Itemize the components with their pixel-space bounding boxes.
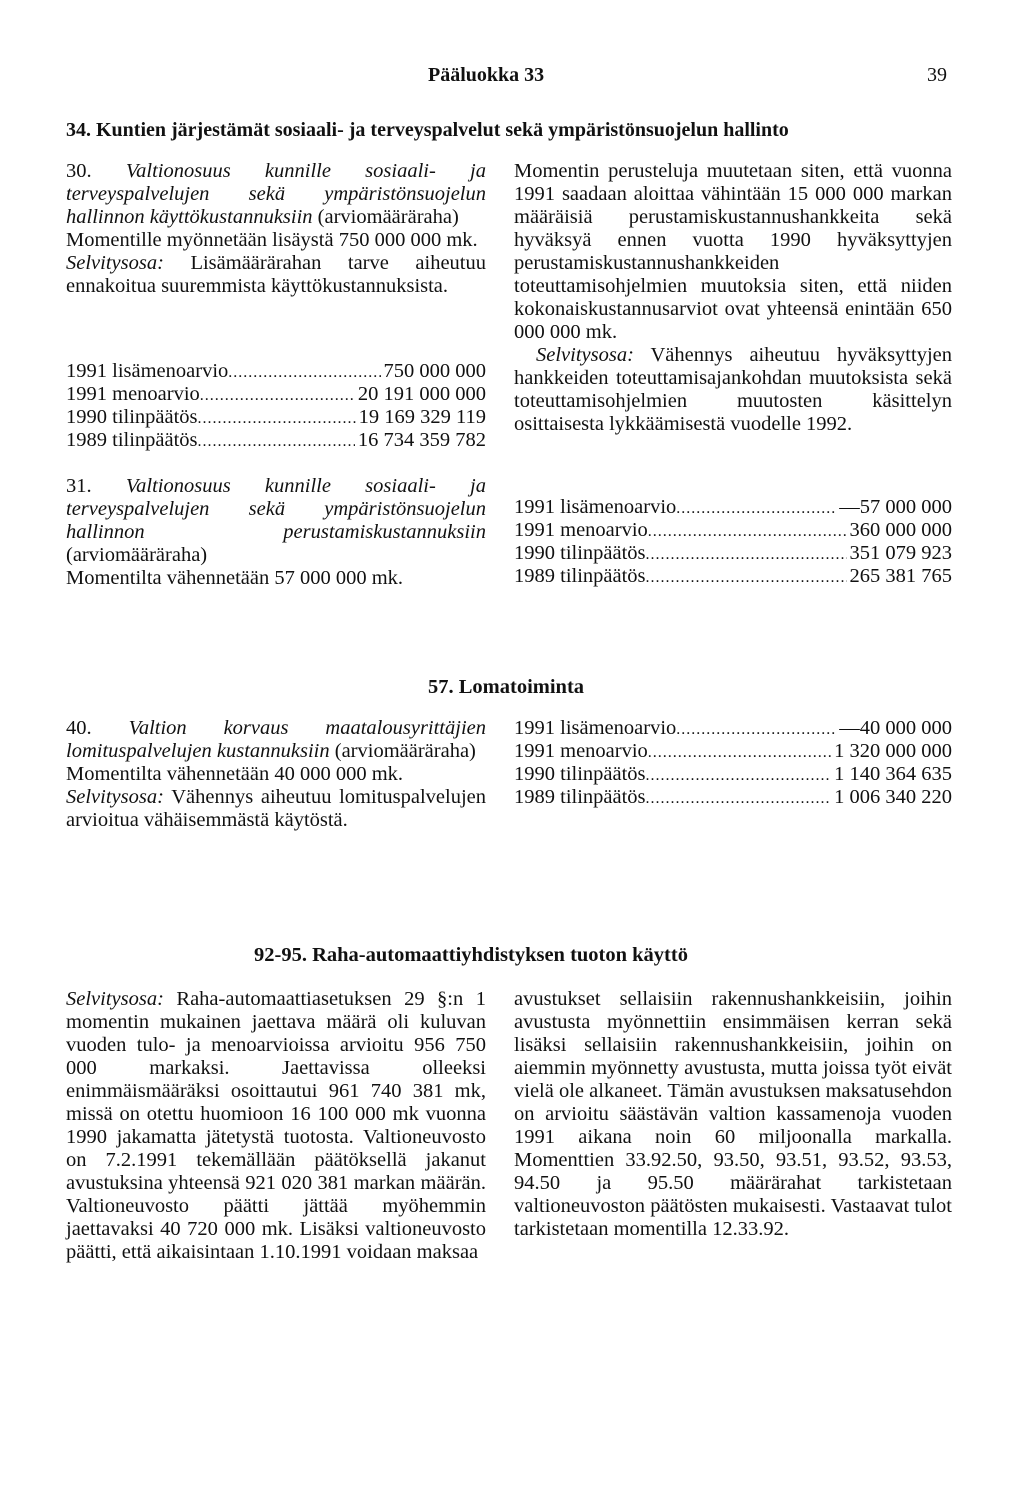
leader-dots: [646, 566, 847, 589]
leader-dots: [200, 384, 355, 407]
item-30-selvitys: [66, 252, 486, 298]
figure-row: [514, 542, 952, 565]
item-30-title-italic: Valtionosuus kunnille sosiaali- ja terveyspalvelujen sekä ympäristönsuojelun hallinnon käyttökustannuksiin: [66, 160, 486, 228]
item-31: [66, 475, 486, 590]
item-40-title: [66, 717, 486, 763]
section-92-95-right-text: avustukset sellaisiin rakennushankkeisiin, joihin avustusta myönnettiin ensimmäisen kerran sekä lisäksi sellaisiin rakennushankkeisiin, joihin on aiemmin myönnetty avustusta, mutta joissa työt eivät vielä ole alkaneet. Tämän avustuksen maksatusehdon on arvioitu säästävän valtion kassamenoja vuoden 1991 aikana noin 60 miljoonalla markalla. Momenttien 33.92.50, 93.50, 93.51, 93.52, 93.53, 94.50 ja 95.50 määrärahat tarkistetaan valtioneuvoston päätösten mukaisesti. Vastaavat tulot tarkistetaan momentilla 12.33.92.: [514, 988, 952, 1240]
figure-row: [514, 519, 952, 542]
item-40-title-italic: Valtion korvaus maatalousyrittäjien lomituspalvelujen kustannuksiin: [66, 717, 486, 762]
figure-label: 1991 menoarvio: [66, 383, 200, 405]
item-30-selvitys-label: Selvitysosa:: [66, 252, 164, 274]
leader-dots: [676, 718, 836, 741]
leader-dots: [676, 497, 836, 520]
section-92-95-right-column: [514, 988, 952, 1241]
leader-dots: [648, 520, 847, 543]
figure-label: 1989 tilinpäätös: [514, 786, 646, 808]
section-92-95-selvitys: [66, 988, 486, 1264]
figure-label: 1990 tilinpäätös: [66, 406, 198, 428]
item-30-selvitys-text: Lisämäärärahan tarve aiheutuu ennakoitua suuremmista käyttökustannuksista.: [66, 252, 486, 297]
item-40-selvitys-label: Selvitysosa:: [66, 786, 164, 808]
item-40-number: 40.: [66, 717, 92, 739]
figure-row: [514, 717, 952, 740]
figure-label: 1991 lisämenoarvio: [66, 360, 229, 382]
figure-amount: 265 381 765: [849, 565, 952, 587]
item-31-title-suffix: (arviomääräraha): [66, 544, 208, 566]
figure-amount: 351 079 923: [849, 542, 952, 564]
leader-dots: [198, 430, 355, 453]
item-31-selvitys: [514, 344, 952, 436]
figure-label: 1989 tilinpäätös: [66, 429, 198, 451]
figure-row: [514, 786, 952, 809]
section-34-heading: 34. Kuntien järjestämät sosiaali- ja terveyspalvelut sekä ympäristönsuojelun hallinto: [66, 119, 789, 141]
figure-amount: 19 169 329 119: [358, 406, 486, 428]
figure-amount: —57 000 000: [839, 496, 952, 518]
item-30-title: [66, 160, 486, 229]
figure-label: 1990 tilinpäätös: [514, 763, 646, 785]
figure-label: 1991 lisämenoarvio: [514, 717, 677, 739]
figure-amount: 750 000 000: [383, 360, 486, 382]
section-92-95-heading: 92-95. Raha-automaattiyhdistyksen tuoton käyttö: [254, 944, 688, 966]
item-31-title-italic: Valtionosuus kunnille sosiaali- ja terveyspalvelujen sekä ympäristönsuojelun hallinnon perustamiskustannuksiin: [66, 475, 486, 543]
item-31-number: 31.: [66, 475, 92, 497]
figure-row: [514, 763, 952, 786]
figure-row: [66, 429, 486, 452]
figure-row: [514, 740, 952, 763]
page-number: 39: [927, 64, 947, 86]
item-40-figures: [514, 717, 952, 809]
section-92-95-selvitys-label: Selvitysosa:: [66, 988, 164, 1010]
item-40-title-suffix: (arviomääräraha): [329, 740, 476, 762]
item-30-number: 30.: [66, 160, 92, 182]
item-30-title-suffix: (arviomääräraha): [312, 206, 459, 228]
section-57-heading: 57. Lomatoiminta: [428, 676, 585, 698]
figure-row: [66, 360, 486, 383]
leader-dots: [228, 361, 380, 384]
item-40: [66, 717, 486, 832]
leader-dots: [646, 787, 832, 810]
figure-label: 1989 tilinpäätös: [514, 565, 646, 587]
figure-amount: 360 000 000: [849, 519, 952, 541]
figure-label: 1991 menoarvio: [514, 519, 648, 541]
item-31-body: Momentilta vähennetään 57 000 000 mk.: [66, 567, 404, 589]
leader-dots: [646, 543, 847, 566]
leader-dots: [198, 407, 356, 430]
figure-amount: —40 000 000: [839, 717, 952, 739]
item-31-perustelu: Momentin perusteluja muutetaan siten, että vuonna 1991 saadaan aloittaa vähintään 15 000 000 markan määräisiä perustamiskustannushankkeita sekä hyväksyä ennen vuotta 1990 hyväksyttyjen perustamiskustannushankkeiden toteuttamisohjelmien muutoksia siten, että niiden kokonaiskustannusarviot ovat yhteensä enintään 650 000 000 mk.: [514, 160, 952, 343]
item-40-selvitys-text: Vähennys aiheutuu lomituspalvelujen arvioitua vähäisemmästä käytöstä.: [66, 786, 486, 831]
figure-amount: 1 140 364 635: [834, 763, 952, 785]
item-31-title: [66, 475, 486, 567]
figure-amount: 20 191 000 000: [357, 383, 486, 405]
leader-dots: [648, 741, 831, 764]
item-31-figures: [514, 496, 952, 588]
item-40-selvitys: [66, 786, 486, 832]
item-30: [66, 160, 486, 298]
item-30-figures: [66, 360, 486, 452]
figure-row: [66, 383, 486, 406]
item-30-body: Momentille myönnetään lisäystä 750 000 000 mk.: [66, 229, 478, 251]
item-31-continued: [514, 160, 952, 436]
leader-dots: [646, 764, 832, 787]
running-header-title: Pääluokka 33: [428, 64, 545, 86]
figure-label: 1991 lisämenoarvio: [514, 496, 677, 518]
figure-row: [66, 406, 486, 429]
section-92-95-left-column: [66, 988, 486, 1264]
item-31-selvitys-label: Selvitysosa:: [536, 344, 634, 366]
item-31-selvitys-text: Vähennys aiheutuu hyväksyttyjen hankkeiden toteuttamisajankohdan muutoksista sekä toteuttamisohjelmien muutosten käsittelyn osittaisesta lykkäämisestä vuodelle 1992.: [514, 344, 952, 435]
item-40-body: Momentilta vähennetään 40 000 000 mk.: [66, 763, 404, 785]
figure-row: [514, 496, 952, 519]
figure-row: [514, 565, 952, 588]
figure-amount: 16 734 359 782: [357, 429, 486, 451]
figure-label: 1990 tilinpäätös: [514, 542, 646, 564]
figure-label: 1991 menoarvio: [514, 740, 648, 762]
section-92-95-left-text: Raha-automaattiasetuksen 29 §:n 1 momentin mukainen jaettava määrä oli kuluvan vuoden tulo- ja menoarvioissa arvioitu 956 750 000 markaksi. Jaettavissa olleeksi enimmäismääräksi osoittautui 961 740 381 mk, missä on otettu huomioon 16 100 000 mk vuonna 1990 jakamatta jätetystä tuotosta. Valtioneuvosto on 7.2.1991 tekemällään päätöksellä jakanut avustuksina yhteensä 921 020 381 markan määrän. Valtioneuvosto päätti jättää myöhemmin jaettavaksi 40 720 000 mk. Lisäksi valtioneuvosto päätti, että aikaisintaan 1.10.1991 voidaan maksaa: [66, 988, 486, 1263]
figure-amount: 1 006 340 220: [834, 786, 952, 808]
figure-amount: 1 320 000 000: [834, 740, 952, 762]
